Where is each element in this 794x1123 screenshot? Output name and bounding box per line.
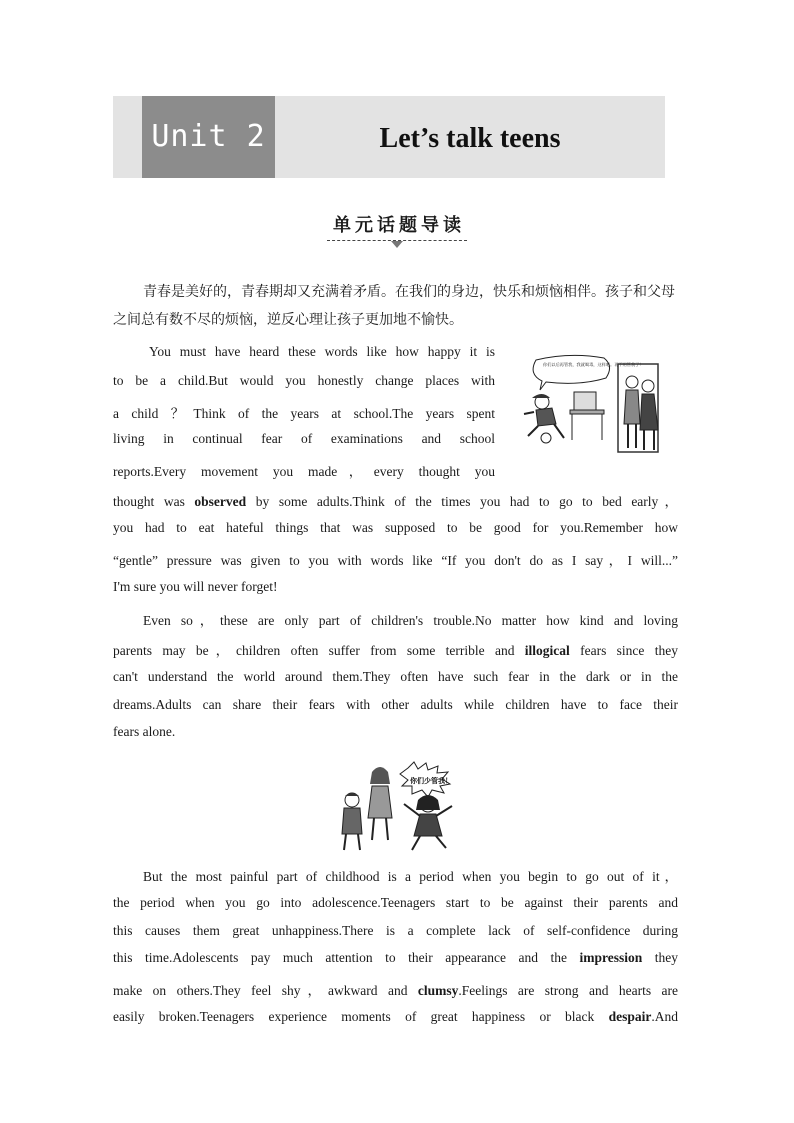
bold-word: clumsy xyxy=(417,983,459,998)
section-heading-text: 单元话题导读 xyxy=(327,211,467,241)
unit-label: Unit 2 xyxy=(142,96,275,178)
para1-line: reports.Every movement you made，every thought you xyxy=(113,464,495,479)
para3-line: the period when you go into adolescence.Teenagers start to be against their parents and xyxy=(113,895,678,910)
para3-line: this causes them great unhappiness.There is a complete lack of self-confidence during xyxy=(113,923,678,938)
angry-teen-illustration xyxy=(332,760,484,854)
para1-line: thought was observed by some adults.Think of the times you had to go to bed early， xyxy=(113,494,678,509)
para2-line: can't understand the world around them.They often have such fear in the dark or in the xyxy=(113,669,678,684)
para2-line: parents may be，children often suffer from some terrible and illogical fears since they xyxy=(113,643,678,658)
para1-line: you had to eat hateful things that was supposed to be good for you.Remember how xyxy=(113,520,678,535)
para1-line: living in continual fear of examinations and school xyxy=(113,431,495,446)
para2-line: Even so，these are only part of children's trouble.No matter how kind and loving xyxy=(143,613,678,628)
para2-line: dreams.Adults can share their fears with other adults while children have to face their xyxy=(113,697,678,712)
bold-word: despair xyxy=(608,1009,652,1024)
para3-line: easily broken.Teenagers experience moments of great happiness or black despair.And xyxy=(113,1009,678,1024)
para3-line: But the most painful part of childhood is a period when you begin to go out of it， xyxy=(143,869,678,884)
para1-line: You must have heard these words like how happy it is xyxy=(149,344,495,359)
bold-word: illogical xyxy=(524,643,570,658)
heading-marker xyxy=(391,241,403,248)
para3-line: make on others.They feel shy，awkward and clumsy.Feelings are strong and hearts are xyxy=(113,983,679,998)
para2-line: fears alone. xyxy=(113,724,176,739)
bold-word: impression xyxy=(579,950,643,965)
intro-paragraph: 青春是美好的，青春期却又充满着矛盾。在我们的身边，快乐和烦恼相伴。孩子和父母之间总有数不尽的烦恼，逆反心理让孩子更加地不愉快。 xyxy=(113,284,675,328)
para3-line: this time.Adolescents pay much attention to their appearance and the impression they xyxy=(113,950,678,965)
para1-line: I'm sure you will never forget! xyxy=(113,579,278,594)
unit-banner xyxy=(113,96,665,178)
para1-line: to be a child.But would you honestly change places with xyxy=(113,373,495,388)
cartoon1-bubble-text: 你们以后再管我，我就喝毒，这样吧。再不用管我了！ xyxy=(543,362,644,367)
unit-title: Let’s talk teens xyxy=(379,123,561,154)
para1-line: “gentle” pressure was given to you with words like “If you don't do as I say，I will...” xyxy=(113,553,678,568)
teen-cartoon-illustration xyxy=(510,352,666,456)
bold-word: observed xyxy=(194,494,247,509)
section-heading xyxy=(0,211,794,248)
para1-line: a child ？Think of the years at school.The years spent xyxy=(113,406,495,421)
cartoon2-bubble-text: 你们少管我！ xyxy=(410,777,452,785)
